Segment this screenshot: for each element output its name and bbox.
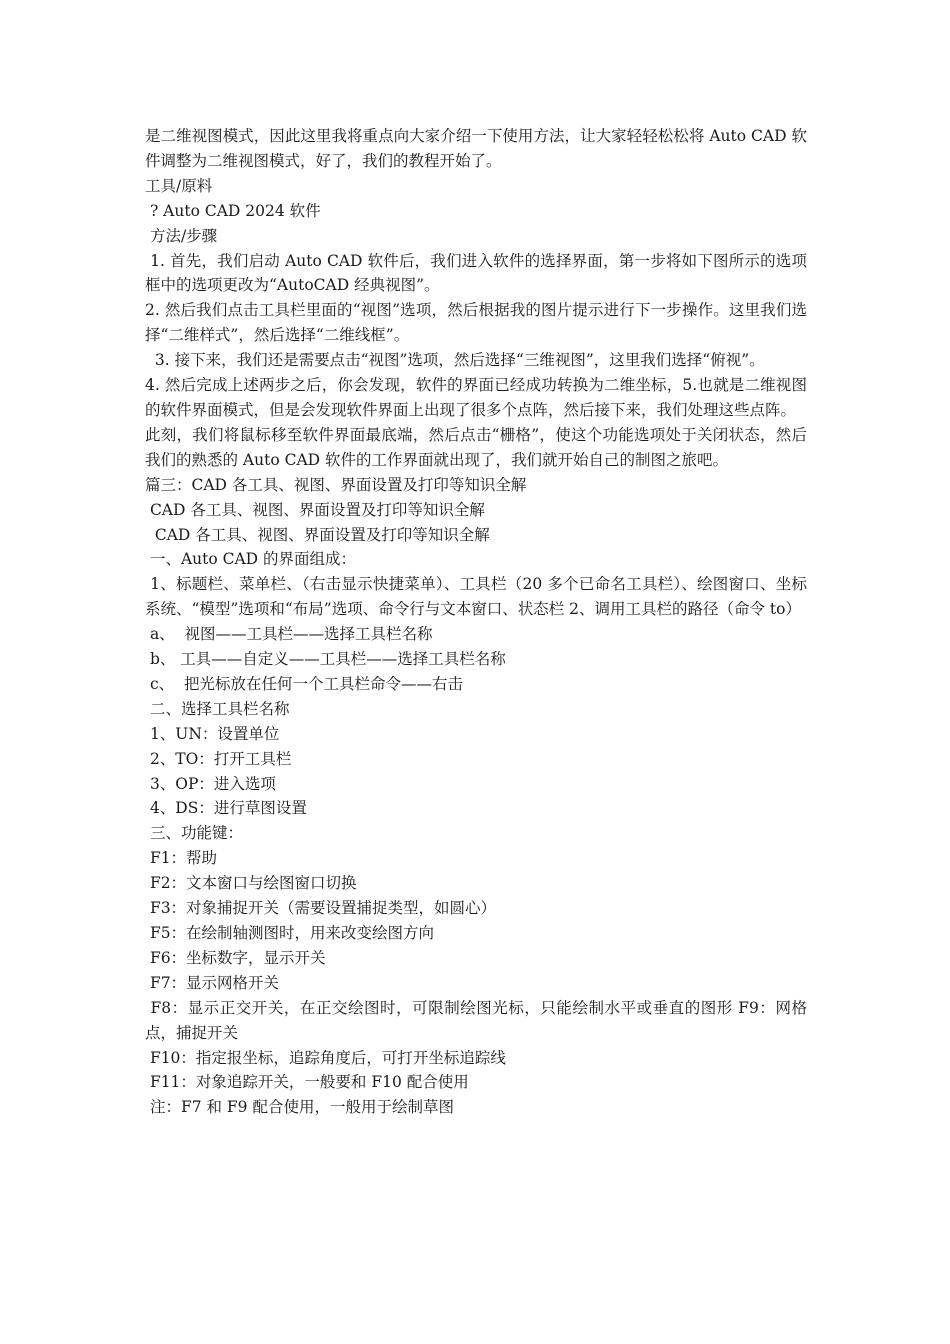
- subtitle-repeat-1: CAD 各工具、视图、界面设置及打印等知识全解: [145, 500, 485, 519]
- paragraph-intro-continued: 是二维视图模式，因此这里我将重点向大家介绍一下使用方法，让大家轻轻松松将 Auto CAD 软件调整为二维视图模式，好了，我们的教程开始了。: [145, 127, 807, 170]
- subtitle-repeat-2: CAD 各工具、视图、界面设置及打印等知识全解: [145, 525, 490, 544]
- step-3: 3. 接下来，我们还是需要点击“视图”选项，然后选择“三维视图”，这里我们选择“俯视”。: [145, 351, 765, 370]
- key-f1: F1：帮助: [145, 849, 218, 868]
- paragraph-grid-off: 此刻，我们将鼠标移至软件界面最底端，然后点击“栅格”，使这个功能选项处于关闭状态，然后我们的熟悉的 Auto CAD 软件的工作界面就出现了，我们就开始自己的制图之旅吧。: [145, 425, 807, 469]
- document-body: [145, 124, 807, 1120]
- paragraph-interface-items: 1、标题栏、菜单栏、（右击显示快捷菜单）、工具栏（20 多个已命名工具栏）、绘图窗口、坐标系统、“模型”选项和“布局”选项、命令行与文本窗口、状态栏 2、调用工具栏的路径（命令 to）: [145, 575, 807, 619]
- note-f7-f9: 注：F7 和 F9 配合使用，一般用于绘制草图: [145, 1098, 454, 1117]
- command-un: 1、UN：设置单位: [145, 724, 280, 743]
- section-title-part-three: 篇三：CAD 各工具、视图、界面设置及打印等知识全解: [145, 475, 527, 494]
- key-f11: F11：对象追踪开关，一般要和 F10 配合使用: [145, 1073, 469, 1092]
- step-1: 1. 首先，我们启动 Auto CAD 软件后，我们进入软件的选择界面，第一步将如下图所示的选项框中的选项更改为“AutoCAD 经典视图”。: [145, 251, 807, 295]
- heading-select-toolbar: 二、选择工具栏名称: [145, 699, 290, 718]
- step-2: 2. 然后我们点击工具栏里面的“视图”选项，然后根据我的图片提示进行下一步操作。这里我们选择“二维样式”，然后选择“二维线框”。: [145, 301, 807, 345]
- command-ds: 4、DS：进行草图设置: [145, 799, 307, 818]
- toolbar-path-c: c、 把光标放在任何一个工具栏命令——右击: [145, 674, 463, 693]
- key-f6: F6：坐标数字，显示开关: [145, 948, 326, 967]
- key-f3: F3：对象捕捉开关（需要设置捕捉类型，如圆心）: [145, 899, 497, 918]
- command-op: 3、OP：进入选项: [145, 774, 276, 793]
- key-f8-f9: F8：显示正交开关，在正交绘图时，可限制绘图光标，只能绘制水平或垂直的图形 F9：网格点，捕捉开关: [145, 998, 807, 1042]
- key-f5: F5：在绘制轴测图时，用来改变绘图方向: [145, 924, 435, 942]
- toolbar-path-b: b、 工具——自定义——工具栏——选择工具栏名称: [145, 650, 506, 669]
- heading-tools-materials: 工具/原料: [145, 176, 213, 195]
- toolbar-path-a: a、 视图——工具栏——选择工具栏名称: [145, 625, 433, 644]
- command-to: 2、TO：打开工具栏: [145, 749, 292, 768]
- list-item-software: ? Auto CAD 2024 软件: [145, 201, 321, 220]
- key-f10: F10：指定报坐标，追踪角度后，可打开坐标追踪线: [145, 1048, 506, 1067]
- step-4: 4. 然后完成上述两步之后，你会发现，软件的界面已经成功转换为二维坐标，5.也就是二维视图的软件界面模式，但是会发现软件界面上出现了很多个点阵，然后接下来，我们处理这些点阵。: [145, 376, 807, 419]
- heading-function-keys: 三、功能键：: [145, 824, 243, 843]
- key-f7: F7：显示网格开关: [145, 973, 280, 992]
- key-f2: F2：文本窗口与绘图窗口切换: [145, 874, 357, 893]
- heading-method-steps: 方法/步骤: [145, 226, 218, 245]
- heading-interface-composition: 一、Auto CAD 的界面组成：: [145, 550, 357, 569]
